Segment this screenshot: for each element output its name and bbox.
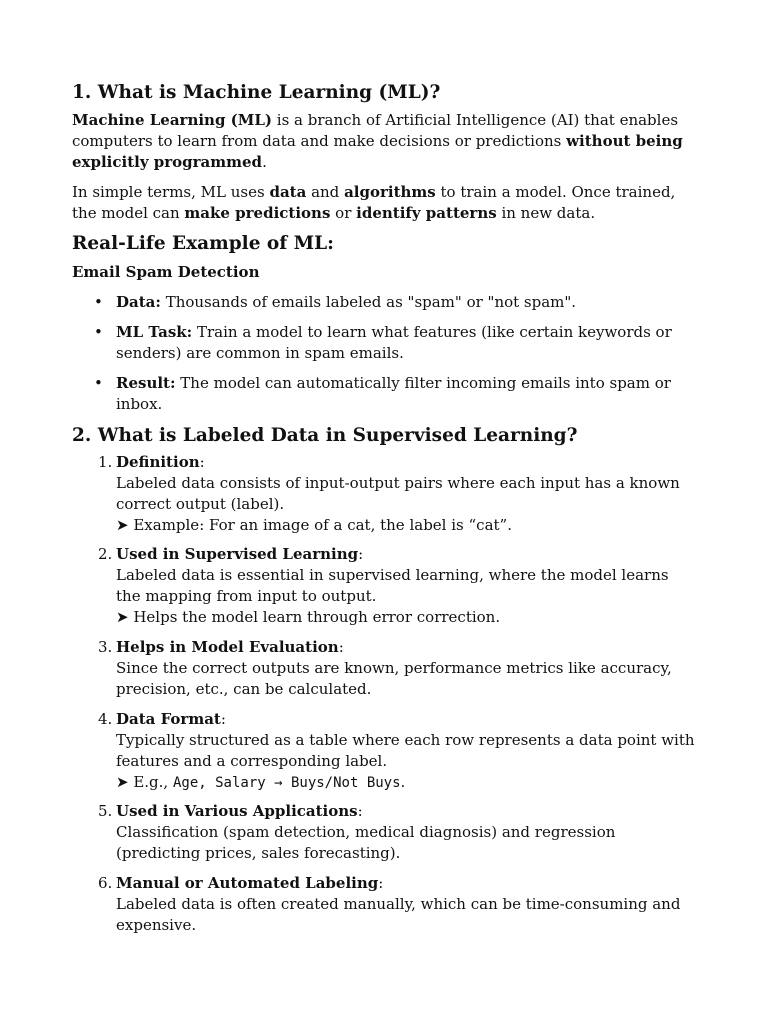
list-item: 4. Data Format: Typically structured as a table where each row represents a data point with features and a corresponding label. ➤ E.g., Age, Salary → Buys/Not Buys. xyxy=(98,710,695,791)
list-item: 1. Definition: Labeled data consists of input-output pairs where each input has a known correct output (label). ➤ Example: For an image of a cat, the label is “cat”. xyxy=(98,453,680,534)
example-subheading: Email Spam Detection xyxy=(72,263,260,281)
bullet-icon: • xyxy=(94,374,103,392)
list-item: 5. Used in Various Applications: Classification (spam detection, medical diagnosis) and regression (predicting prices, sales forecasting). xyxy=(98,802,616,862)
bullet-icon: • xyxy=(94,293,103,311)
ml-simple-terms-paragraph: In simple terms, ML uses data and algorithms to train a model. Once trained, the model can make predictions or identify patterns in new data. xyxy=(72,183,676,222)
list-item: 2. Used in Supervised Learning: Labeled data is essential in supervised learning, where the model learns the mapping from input to output. ➤ Helps the model learn through error correction. xyxy=(98,545,669,626)
list-item: 3. Helps in Model Evaluation: Since the correct outputs are known, performance metrics like accuracy, precision, etc., can be calculated. xyxy=(98,638,672,698)
list-item: • Result: The model can automatically filter incoming emails into spam or inbox. xyxy=(94,374,671,413)
ml-definition-paragraph: Machine Learning (ML) is a branch of Artificial Intelligence (AI) that enables computers to learn from data and make decisions or predictions without being explicitly programmed. xyxy=(72,111,683,171)
ml-term: Machine Learning (ML) xyxy=(72,111,273,129)
section2-heading: 2. What is Labeled Data in Supervised Learning? xyxy=(72,425,578,446)
list-item: 6. Manual or Automated Labeling: Labeled data is often created manually, which can be time-consuming and expensive. xyxy=(98,874,681,934)
section1-heading: 1. What is Machine Learning (ML)? xyxy=(72,82,441,103)
bullet-icon: • xyxy=(94,323,103,341)
list-item: • ML Task: Train a model to learn what features (like certain keywords or senders) are common in spam emails. xyxy=(94,323,672,362)
example-heading: Real-Life Example of ML: xyxy=(72,233,334,254)
list-item: • Data: Thousands of emails labeled as "spam" or "not spam". xyxy=(94,293,577,311)
